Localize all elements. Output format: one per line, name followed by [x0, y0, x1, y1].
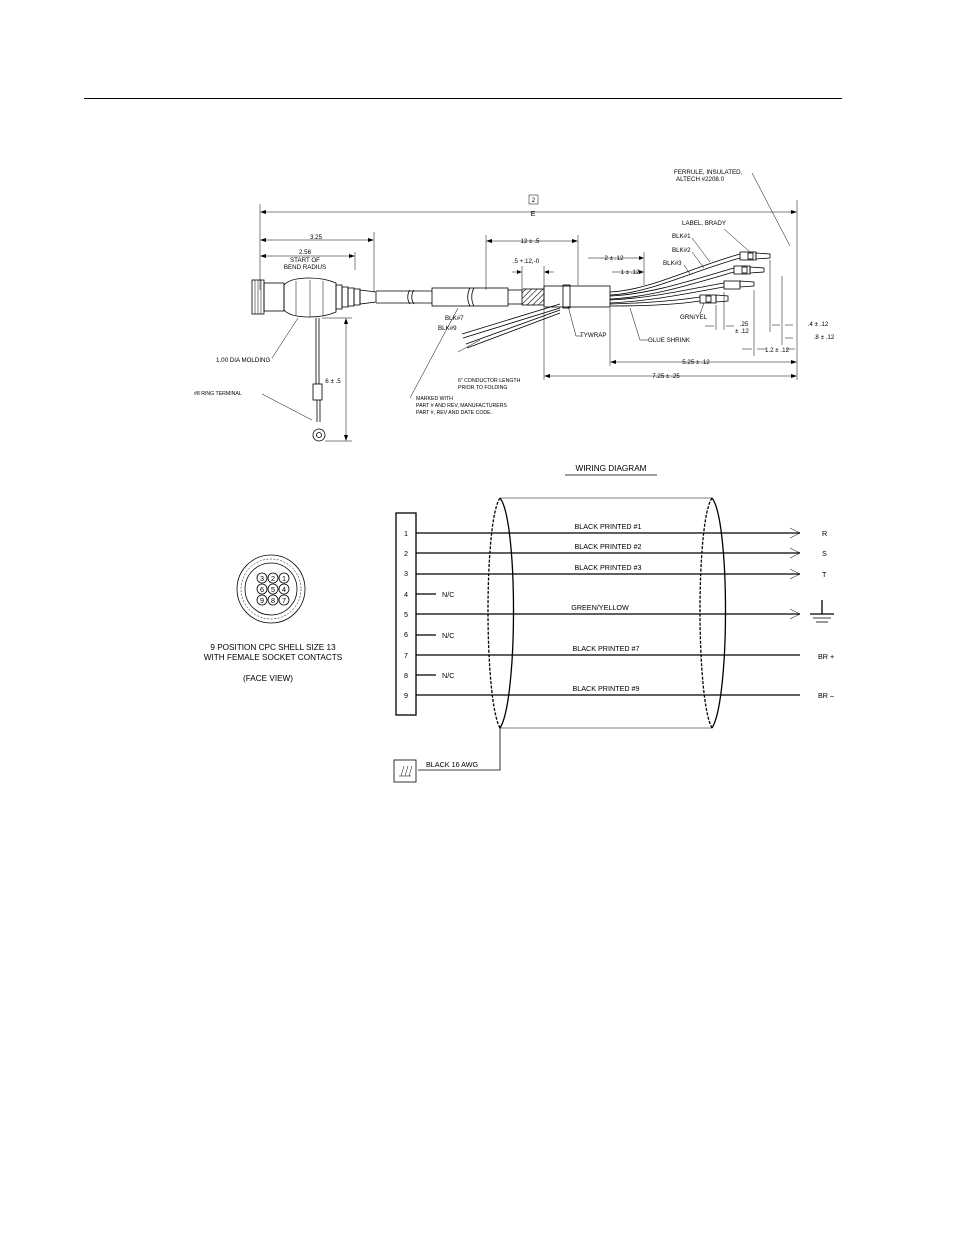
- dim-shield: .5 +.12,-0: [512, 258, 540, 265]
- dim-6: 6 ± .5: [325, 378, 341, 385]
- marked-note-3: PART #, REV AND DATE CODE.: [416, 410, 493, 416]
- glue-shrink-label: GLUE SHRINK: [648, 337, 690, 344]
- wire-label-9: BLACK PRINTED #9: [572, 684, 640, 693]
- contact-2: 2: [271, 574, 275, 583]
- terminal-t: T: [822, 570, 827, 579]
- start-of-bend-label-2: BEND RADIUS: [283, 264, 327, 271]
- nc-4: N/C: [442, 590, 455, 599]
- blk9-label: BLK#9: [438, 325, 457, 332]
- nc-6: N/C: [442, 631, 455, 640]
- connector-caption-2: WITH FEMALE SOCKET CONTACTS: [203, 653, 343, 662]
- dim-2: 2 ± .12: [604, 255, 624, 262]
- contact-6: 6: [260, 585, 264, 594]
- tywrap-label: TYWRAP: [580, 332, 607, 339]
- marked-note-1: MARKED WITH: [416, 396, 453, 402]
- terminal-br-plus: BR +: [818, 652, 835, 661]
- pin-1: 1: [404, 529, 408, 538]
- face-view-label: (FACE VIEW): [242, 674, 294, 683]
- dim-525: 5.25 ± .12: [682, 359, 710, 366]
- drain-wire: [262, 318, 325, 441]
- ferrule-note-1: FERRULE, INSULATED,: [674, 169, 743, 176]
- contact-7: 7: [282, 596, 286, 605]
- pin-4: 4: [404, 590, 408, 599]
- circular-connector: [252, 278, 376, 317]
- terminal-s: S: [822, 549, 827, 558]
- shield-wire-label: BLACK 16 AWG: [426, 760, 479, 769]
- ferrule-note-2: ALTECH #2208.0: [676, 176, 725, 183]
- blk1-label: BLK#1: [672, 233, 691, 240]
- contact-9: 9: [260, 596, 264, 605]
- cable-jacket: [376, 285, 610, 308]
- wire-label-7: BLACK PRINTED #7: [572, 644, 640, 653]
- pin-7: 7: [404, 651, 408, 660]
- connector-face-view: [204, 555, 343, 683]
- dim-overall-molding: 3.25: [309, 234, 323, 241]
- chassis-ground-icon: [399, 766, 412, 776]
- pin-6: 6: [404, 630, 408, 639]
- dim-bend-start: 2.56: [298, 249, 312, 256]
- wiring-diagram-title: WIRING DIAGRAM: [575, 464, 647, 473]
- marked-note-2: PART # AND REV, MANUFACTURERS: [416, 403, 507, 409]
- contact-1: 1: [282, 574, 286, 583]
- blk3-label: BLK#3: [663, 260, 682, 267]
- dim-8: .8 ± .12: [813, 334, 835, 341]
- dim-1: 1 ± .12: [620, 269, 640, 276]
- connector-caption-1: 9 POSITION CPC SHELL SIZE 13: [210, 643, 336, 652]
- dim-12: 1.2 ± .12: [764, 347, 790, 354]
- terminal-r: R: [822, 529, 828, 538]
- pin-8: 8: [404, 671, 408, 680]
- dim-725: 7.25 ± .25: [652, 373, 680, 380]
- blk7-label: BLK#7: [445, 315, 464, 322]
- dim-25-1: .25: [739, 321, 749, 328]
- start-of-bend-label-1: START OF: [290, 257, 320, 264]
- wire-label-5: GREEN/YELLOW: [571, 603, 629, 612]
- pin-5: 5: [404, 610, 408, 619]
- contact-4: 4: [282, 585, 286, 594]
- pin-3: 3: [404, 569, 408, 578]
- wire-label-2: BLACK PRINTED #2: [574, 542, 642, 551]
- wire-label-3: BLACK PRINTED #3: [574, 563, 642, 572]
- pin-9: 9: [404, 691, 408, 700]
- conductors: [610, 252, 770, 306]
- dim-4: .4 ± .12: [807, 321, 829, 328]
- note-reference: 2: [531, 197, 536, 204]
- dim-jacket: 12 ± .5: [520, 238, 540, 245]
- molding-note: 1.00 DIA MOLDING: [216, 357, 271, 364]
- grn-yel-label: GRN/YEL: [680, 314, 708, 321]
- nc-8: N/C: [442, 671, 455, 680]
- dim-e-label: E: [530, 209, 536, 218]
- wiring-diagram: [394, 464, 834, 782]
- conductor-note-1: 6" CONDUCTOR LENGTH: [458, 378, 521, 384]
- pin-2: 2: [404, 549, 408, 558]
- label-brady: LABEL, BRADY: [682, 220, 727, 227]
- conductor-note-2: PRIOR TO FOLDING: [458, 385, 508, 391]
- contact-5: 5: [271, 585, 275, 594]
- blk2-label: BLK#2: [672, 247, 691, 254]
- cable-assembly: [194, 169, 835, 441]
- ring-terminal-label: #8 RING TERMINAL: [194, 391, 242, 397]
- contact-8: 8: [271, 596, 275, 605]
- dim-25-2: ± .12: [735, 328, 749, 335]
- ground-icon: [810, 600, 834, 622]
- wire-label-1: BLACK PRINTED #1: [574, 522, 642, 531]
- terminal-br-minus: BR –: [818, 691, 834, 700]
- contact-3: 3: [260, 574, 264, 583]
